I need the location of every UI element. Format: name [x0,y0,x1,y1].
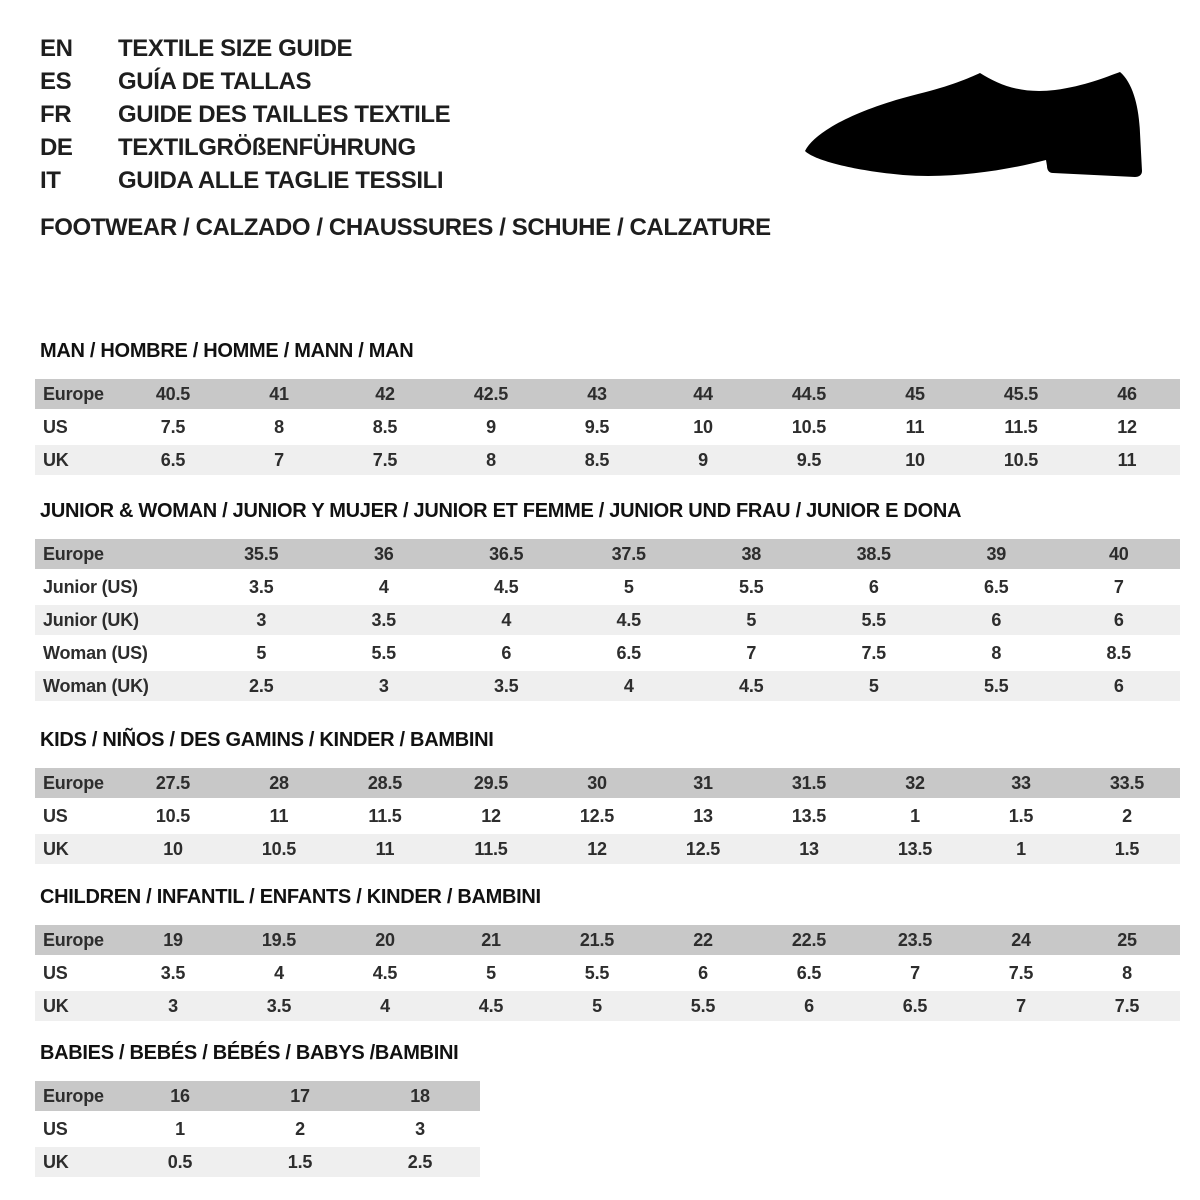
row-label: US [43,962,68,983]
size-cell: 29.5 [473,772,509,793]
size-cell: 32 [905,772,925,793]
size-cell: 6 [868,576,879,597]
row-label: UK [43,449,69,470]
section-babies [35,1043,480,1180]
size-table-babies [35,1081,480,1177]
size-cell: 3 [168,995,178,1016]
size-cell: 7 [274,449,284,470]
size-cell: 5.5 [739,576,764,597]
size-cell: 6.5 [616,642,641,663]
size-cell: 38 [741,543,762,564]
section-junior-woman [35,501,1180,704]
guide-title-de: TEXTILGRÖßENFÜHRUNG [118,134,416,161]
size-cell: 9 [486,416,496,437]
size-cell: 6 [804,995,814,1016]
size-table-children [35,925,1180,1021]
table-row [35,539,1180,569]
size-cell: 41 [269,383,289,404]
size-cell: 30 [587,772,607,793]
section-children [35,887,1180,1024]
size-cell: 10 [693,416,713,437]
size-cell: 28 [269,772,289,793]
table-row [35,412,1180,442]
size-cell: 39 [986,543,1007,564]
size-cell: 11.5 [368,805,402,826]
language-row [40,98,450,131]
size-cell: 16 [170,1085,190,1106]
row-label: US [43,805,68,826]
table-row [35,671,1180,701]
size-cell: 12.5 [685,838,721,859]
language-code: FR [40,101,72,128]
table-row [35,801,1180,831]
size-cell: 8.5 [584,449,610,470]
table-row [35,445,1180,475]
size-cell: 12 [1117,416,1137,437]
size-cell: 4.5 [372,962,398,983]
size-cell: 11 [1117,449,1137,470]
size-cell: 4 [378,576,389,597]
size-cell: 11.5 [1004,416,1038,437]
size-cell: 10.5 [1003,449,1039,470]
row-label: Woman (US) [43,642,148,663]
section-title-junior-woman: JUNIOR & WOMAN / JUNIOR Y MUJER / JUNIOR ET FEMME / JUNIOR UND FRAU / JUNIOR E DONA [40,500,962,522]
size-cell: 44 [693,383,713,404]
language-code: IT [40,167,61,194]
row-label: UK [43,1151,69,1172]
size-cell: 8 [274,416,284,437]
size-cell: 1 [175,1118,185,1139]
table-row [35,991,1180,1021]
table-row [35,605,1180,635]
size-cell: 4.5 [616,609,641,630]
size-cell: 19 [163,929,183,950]
size-cell: 8.5 [1106,642,1131,663]
size-cell: 12.5 [579,805,615,826]
size-cell: 10 [905,449,925,470]
size-cell: 4.5 [478,995,504,1016]
table-row [35,1147,480,1177]
size-cell: 10 [163,838,183,859]
size-cell: 6 [1113,609,1124,630]
size-cell: 1 [910,805,920,826]
size-cell: 31 [693,772,713,793]
size-cell: 43 [587,383,607,404]
size-cell: 31.5 [791,772,827,793]
size-cell: 45 [905,383,925,404]
size-cell: 5 [868,675,879,696]
size-cell: 10.5 [791,416,827,437]
size-cell: 3.5 [160,962,186,983]
size-cell: 12 [587,838,607,859]
size-cell: 40 [1108,543,1129,564]
language-code: EN [40,35,73,62]
size-cell: 3 [415,1118,425,1139]
size-cell: 42 [375,383,395,404]
size-cell: 22 [693,929,713,950]
size-cell: 22.5 [791,929,827,950]
size-cell: 11 [269,805,289,826]
size-table-junior-woman [35,539,1180,701]
size-cell: 6.5 [984,576,1009,597]
size-cell: 4.5 [739,675,764,696]
row-label: Junior (UK) [43,609,139,630]
section-title-babies: BABIES / BEBÉS / BÉBÉS / BABYS /BAMBINI [40,1042,459,1064]
size-cell: 7.5 [1008,962,1034,983]
size-cell: 28.5 [367,772,403,793]
size-cell: 9 [698,449,708,470]
language-row [40,131,450,164]
table-row [35,638,1180,668]
size-cell: 10.5 [155,805,191,826]
size-cell: 9.5 [584,416,610,437]
size-cell: 4 [380,995,390,1016]
size-cell: 13 [693,805,713,826]
size-cell: 8 [486,449,496,470]
size-cell: 7.5 [1114,995,1140,1016]
size-cell: 17 [290,1085,310,1106]
guide-title-fr: GUIDE DES TAILLES TEXTILE [118,101,451,128]
size-cell: 13 [799,838,819,859]
row-label: UK [43,838,69,859]
size-cell: 7.5 [372,449,398,470]
size-cell: 21 [481,929,501,950]
size-cell: 5.5 [584,962,610,983]
row-label: Europe [43,1085,104,1106]
size-cell: 7 [1113,576,1124,597]
row-label: UK [43,995,69,1016]
size-cell: 4 [623,675,634,696]
size-cell: 7 [910,962,920,983]
size-cell: 7 [746,642,757,663]
language-row [40,164,450,197]
section-man [35,341,1180,478]
size-cell: 11 [905,416,925,437]
size-cell: 11.5 [474,838,508,859]
size-cell: 3.5 [371,609,396,630]
size-cell: 0.5 [167,1151,193,1172]
size-cell: 2 [295,1118,305,1139]
size-cell: 27.5 [155,772,191,793]
size-cell: 3.5 [249,576,274,597]
size-cell: 8 [1122,962,1132,983]
size-cell: 4 [274,962,284,983]
size-cell: 1.5 [1008,805,1034,826]
shoe-icon [803,68,1148,190]
section-title-children: CHILDREN / INFANTIL / ENFANTS / KINDER / BAMBINI [40,886,541,908]
size-cell: 3 [256,609,267,630]
section-title-man: MAN / HOMBRE / HOMME / MANN / MAN [40,340,414,362]
size-cell: 3.5 [494,675,519,696]
table-row [35,834,1180,864]
size-cell: 5 [623,576,634,597]
size-cell: 21.5 [579,929,615,950]
size-cell: 1 [1016,838,1026,859]
size-cell: 4.5 [494,576,519,597]
size-cell: 5.5 [690,995,716,1016]
section-title-kids: KIDS / NIÑOS / DES GAMINS / KINDER / BAMBINI [40,729,494,751]
size-cell: 1.5 [1114,838,1140,859]
size-cell: 5.5 [861,609,886,630]
size-cell: 23.5 [897,929,933,950]
size-cell: 1.5 [287,1151,313,1172]
size-cell: 19.5 [261,929,297,950]
size-cell: 10.5 [261,838,297,859]
table-row [35,768,1180,798]
size-cell: 24 [1011,929,1031,950]
category-heading: FOOTWEAR / CALZADO / CHAUSSURES / SCHUHE / CALZATURE [40,214,771,241]
language-title-list [40,32,450,197]
size-cell: 6 [991,609,1002,630]
size-cell: 6.5 [902,995,928,1016]
size-cell: 2 [1122,805,1132,826]
size-cell: 5.5 [984,675,1009,696]
size-cell: 45.5 [1003,383,1039,404]
size-cell: 5 [486,962,496,983]
row-label: Europe [43,772,104,793]
size-cell: 35.5 [244,543,279,564]
size-cell: 2.5 [249,675,274,696]
size-cell: 12 [481,805,501,826]
size-cell: 36.5 [489,543,524,564]
size-cell: 7.5 [160,416,186,437]
size-table-kids [35,768,1180,864]
table-row [35,572,1180,602]
section-kids [35,730,1180,867]
language-code: ES [40,68,72,95]
size-cell: 20 [375,929,395,950]
row-label: Europe [43,929,104,950]
size-cell: 3.5 [266,995,292,1016]
row-label: Woman (UK) [43,675,149,696]
size-cell: 13.5 [791,805,827,826]
table-row [35,1081,480,1111]
row-label: Europe [43,543,104,564]
size-cell: 6 [501,642,512,663]
size-cell: 40.5 [155,383,191,404]
size-cell: 25 [1117,929,1137,950]
size-cell: 36 [373,543,394,564]
language-code: DE [40,134,73,161]
size-table-man [35,379,1180,475]
size-cell: 7 [1016,995,1026,1016]
table-row [35,379,1180,409]
size-cell: 7.5 [861,642,886,663]
size-cell: 5 [256,642,267,663]
row-label: Junior (US) [43,576,138,597]
row-label: US [43,1118,68,1139]
size-cell: 46 [1117,383,1137,404]
size-cell: 11 [375,838,395,859]
language-row [40,65,450,98]
table-row [35,958,1180,988]
row-label: Europe [43,383,104,404]
size-cell: 33.5 [1109,772,1145,793]
size-cell: 4 [501,609,512,630]
guide-title-en: TEXTILE SIZE GUIDE [118,35,353,62]
size-cell: 3 [378,675,389,696]
size-cell: 6.5 [160,449,186,470]
size-cell: 5.5 [371,642,396,663]
size-cell: 42.5 [473,383,509,404]
size-cell: 38.5 [856,543,891,564]
guide-title-it: GUIDA ALLE TAGLIE TESSILI [118,167,444,194]
size-cell: 37.5 [611,543,646,564]
size-cell: 5 [592,995,602,1016]
row-label: US [43,416,68,437]
size-cell: 6 [698,962,708,983]
size-cell: 6.5 [796,962,822,983]
size-cell: 33 [1011,772,1031,793]
guide-title-es: GUÍA DE TALLAS [118,68,312,95]
language-row [40,32,450,65]
size-cell: 44.5 [791,383,827,404]
size-cell: 9.5 [796,449,822,470]
size-cell: 2.5 [407,1151,433,1172]
size-cell: 6 [1113,675,1124,696]
table-row [35,1114,480,1144]
size-cell: 18 [410,1085,430,1106]
size-cell: 13.5 [897,838,933,859]
size-cell: 8.5 [372,416,398,437]
table-row [35,925,1180,955]
size-cell: 5 [746,609,757,630]
size-cell: 8 [991,642,1002,663]
